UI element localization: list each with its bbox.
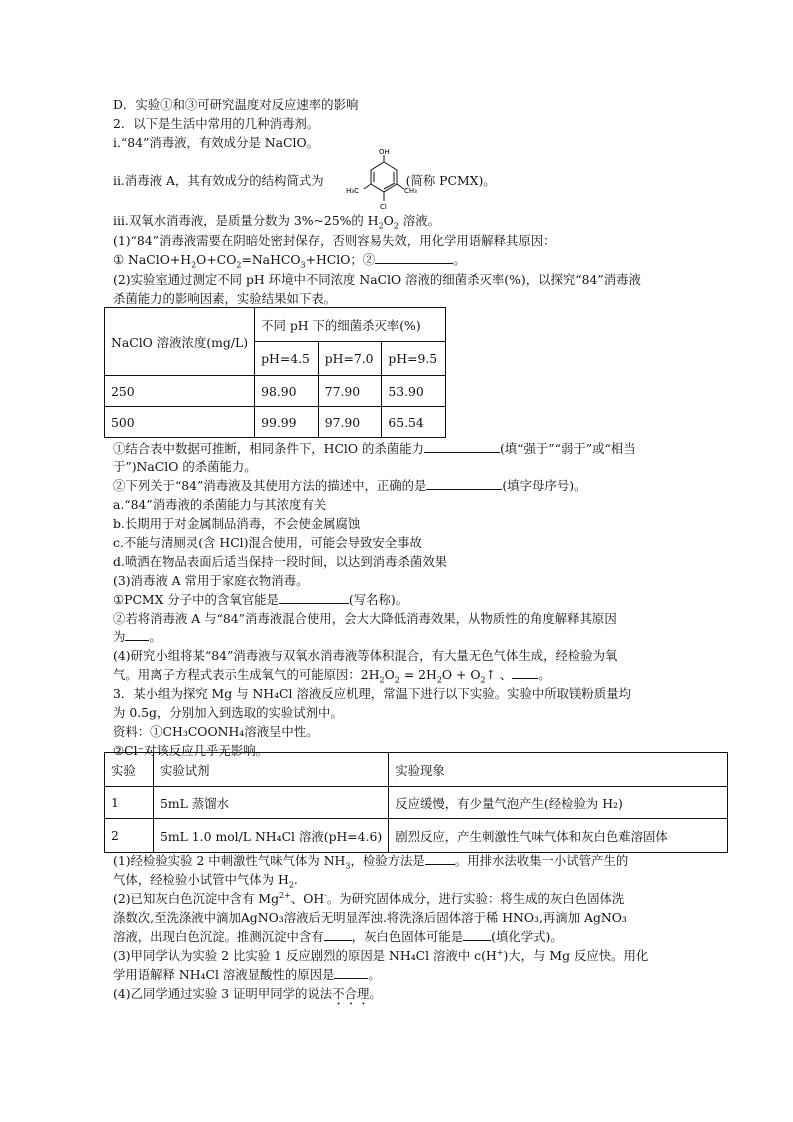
q2-part3-sub2-cont: 为 。	[113, 629, 162, 644]
naclo-kill-rate-table	[104, 307, 446, 438]
q2-item-ii: ii.消毒液 A，其有效成分的结构简式为 (简称 PCMX)。	[113, 173, 496, 188]
q2-part4-cont: 气。用离子方程式表示生成氧气的可能原因：$2H_2O_2 = 2H_2O$ + $O_2↑$ 、 。	[113, 667, 551, 685]
q2-part2-sub1: ①结合表中数据可推断，相同条件下，HClO 的杀菌能力 (填“强于”“弱于”或“相当	[113, 441, 636, 456]
q3-part4: (4)乙同学通过实验 3 证明甲同学的说法不合理。	[113, 986, 382, 1001]
table-row	[105, 407, 446, 438]
answer-blank	[375, 251, 453, 264]
methyl-label-left: H₃C	[346, 187, 359, 195]
table-head: 实验试剂	[154, 753, 389, 787]
table-cell: 剧烈反应，产生刺激性气味气体和灰白色难溶固体	[389, 819, 728, 853]
answer-blank	[279, 591, 349, 604]
q3-stem: 3．某小组为探究 Mg 与 NH₄Cl 溶液反应机理，常温下进行以下实验。实验中所取镁粉质量均	[113, 686, 631, 701]
answer-blank	[324, 928, 352, 941]
q2-part2: (2)实验室通过测定不同 pH 环境中不同浓度 NaClO 溶液的细菌杀灭率(%)，以探究“84”消毒液	[113, 272, 641, 287]
q2-part2-sub1-cont: 于”)NaClO 的杀菌能力。	[113, 459, 257, 474]
table-cell: 5mL 1.0 mol/L NH₄Cl 溶液(pH=4.6)	[154, 819, 389, 853]
q3-part2-cont2: 溶液，出现白色沉淀。推测沉淀中含有 ，灰白色固体可能是 (填化学式)。	[113, 929, 563, 944]
table-row	[105, 787, 728, 819]
table-head-ph: pH=7.0	[318, 342, 382, 376]
q3-part1: (1)经检验实验 2 中刺激性气味气体为 $NH_3$，检验方法是 。用排水法收集一小试管产生的	[113, 853, 629, 871]
choice-a: a.“84”消毒液的杀菌能力与其浓度有关	[113, 497, 327, 512]
table-head-group: 不同 pH 下的细菌杀灭率(%)	[255, 308, 446, 342]
pcmx-structure-diagram	[344, 146, 424, 218]
experiment-table	[104, 752, 728, 853]
q2-stem: 2．以下是生活中常用的几种消毒剂。	[113, 116, 320, 131]
table-cell: 65.54	[382, 407, 446, 438]
q3-part1-cont: 气体，经检验小试管中气体为 $H_2$.	[113, 872, 298, 890]
q2-part3: (3)消毒液 A 常用于家庭衣物消毒。	[113, 573, 309, 588]
chloro-label: Cl	[380, 203, 387, 211]
table-row	[105, 753, 728, 787]
q3-part3-cont: 学用语解释 NH₄Cl 溶液显酸性的原因是 。	[113, 967, 381, 982]
table-cell: 98.90	[255, 376, 319, 407]
q2-part1: (1)“84”消毒液需要在阴暗处密封保存，否则容易失效，用化学用语解释其原因：	[113, 233, 556, 248]
table-cell: 53.90	[382, 376, 446, 407]
table-cell: 500	[105, 407, 255, 438]
table-cell: 反应缓慢，有少量气泡产生(经检验为 H₂)	[389, 787, 728, 819]
table-head-concentration: NaClO 溶液浓度(mg/L)	[105, 308, 255, 376]
q2-item-iii: iii.双氧水消毒液，是质量分数为 3%~25%的 $H_2O_2$ 溶液。	[113, 213, 441, 231]
table-head-ph: pH=9.5	[382, 342, 446, 376]
table-row	[105, 376, 446, 407]
table-cell: 77.90	[318, 376, 382, 407]
table-cell: 250	[105, 376, 255, 407]
q2-part2-cont: 杀菌能力的影响因素，实验结果如下表。	[113, 291, 337, 306]
answer-blank	[334, 966, 368, 979]
answer-blank	[512, 666, 538, 679]
hydroxyl-label: OH	[379, 148, 390, 156]
q2-part2-sub2: ②下列关于“84”消毒液及其使用方法的描述中，正确的是 (填字母序号)。	[113, 478, 587, 493]
table-row	[105, 819, 728, 853]
q2-part4: (4)研究小组将某“84”消毒液与双氧水消毒液等体积混合，有大量无色气体生成，经检验为氧	[113, 648, 618, 663]
table-head: 实验	[105, 753, 154, 787]
q3-info-2: ②Cl⁻对该反应几乎无影响。	[113, 743, 268, 758]
q3-part3: (3)甲同学认为实验 2 比实验 1 反应剧烈的原因是 NH₄Cl 溶液中 c(H+)大，与 Mg 反应快。用化	[113, 947, 649, 963]
answer-blank	[463, 928, 491, 941]
table-cell: 97.90	[318, 407, 382, 438]
q2-part3-sub1: ①PCMX 分子中的含氧官能是 (写名称)。	[113, 592, 409, 607]
table-cell: 99.99	[255, 407, 319, 438]
choice-d: d.喷洒在物品表面后适当保持一段时间，以达到消毒杀菌效果	[113, 554, 448, 569]
q3-stem-cont: 为 0.5g，分别加入到选取的实验试剂中。	[113, 705, 343, 720]
q3-info-1: 资料：①CH₃COONH₄溶液呈中性。	[113, 724, 319, 739]
q3-part2-cont: 涤数次,至洗涤液中滴加AgNO₃溶液后无明显浑浊.将洗涤后固体溶于稀 HNO₃,再滴加 AgNO₃	[113, 910, 627, 925]
choice-b: b.长期用于对金属制品消毒，不会使金属腐蚀	[113, 516, 361, 531]
choice-c: c.不能与清厕灵(含 HCl)混合使用，可能会导致安全事故	[113, 535, 422, 550]
q2-item-i: i.“84”消毒液，有效成分是 NaClO。	[113, 135, 320, 150]
table-cell: 1	[105, 787, 154, 819]
answer-blank	[424, 440, 500, 453]
methyl-label-right: CH₃	[404, 187, 417, 195]
q1-option-d: D．实验①和③可研究温度对反应速率的影响	[113, 97, 359, 112]
q2-part1-equation: ① $NaClO+H_2O+CO_2=NaHCO_3+HClO$；② 。	[113, 252, 466, 270]
q3-part2: (2)已知灰白色沉淀中含有 $Mg^{2+}$、OH-。为研究固体成分，进行实验：将生成的灰白色固体洗	[113, 890, 625, 906]
answer-blank	[426, 477, 502, 490]
answer-blank	[125, 628, 149, 641]
table-cell: 2	[105, 819, 154, 853]
table-head: 实验现象	[389, 753, 728, 787]
table-cell: 5mL 蒸馏水	[154, 787, 389, 819]
table-head-ph: pH=4.5	[255, 342, 319, 376]
q2-part3-sub2: ②若将消毒液 A 与“84”消毒液混合使用，会大大降低消毒效果，从物质性的角度解释其原因	[113, 611, 617, 626]
answer-blank	[425, 852, 455, 865]
